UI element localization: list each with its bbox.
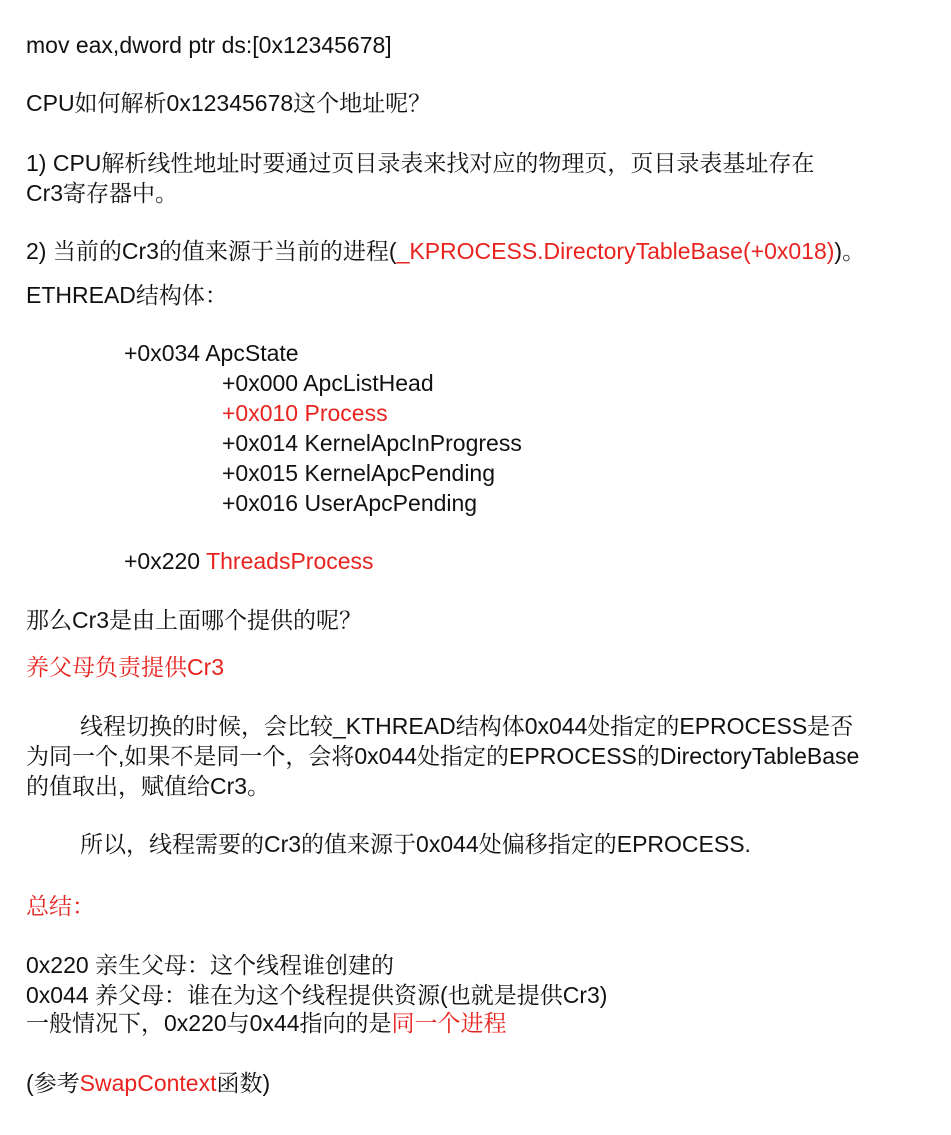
switch-paragraph-line-3: 的值取出，赋值给Cr3。 bbox=[26, 773, 271, 799]
reference-suffix: 函数) bbox=[216, 1070, 271, 1096]
paragraph-2-prefix: 2) 当前的Cr3的值来源于当前的进程( bbox=[26, 238, 397, 264]
threads-process-offset: +0x220 bbox=[124, 548, 207, 574]
summary-line-3 bbox=[26, 1008, 507, 1038]
summary-title: 总结： bbox=[26, 893, 95, 919]
swapcontext-function: SwapContext bbox=[79, 1070, 217, 1096]
asm-instruction: mov eax,dword ptr ds:[0x12345678] bbox=[26, 32, 392, 58]
reference-prefix: (参考 bbox=[26, 1070, 80, 1096]
apcstate-member: +0x014 KernelApcInProgress bbox=[222, 430, 522, 456]
answer-line: 养父母负责提供Cr3 bbox=[26, 654, 225, 680]
switch-paragraph-line-2: 为同一个,如果不是同一个，会将0x044处指定的EPROCESS的DirectoryTableBase bbox=[26, 743, 860, 769]
ethread-title: ETHREAD结构体： bbox=[26, 282, 228, 308]
paragraph-2 bbox=[26, 236, 865, 266]
apcstate-member: +0x010 Process bbox=[222, 400, 388, 426]
summary-line-2: 0x044 养父母：谁在为这个线程提供资源(也就是提供Cr3) bbox=[26, 982, 608, 1008]
threads-process-field bbox=[124, 546, 374, 576]
same-process-highlight: 同一个进程 bbox=[391, 1010, 507, 1036]
kprocess-directory-table-base: _KPROCESS.DirectoryTableBase(+0x018) bbox=[396, 238, 835, 264]
reference-line bbox=[26, 1068, 270, 1098]
paragraph-1-line-1: 1) CPU解析线性地址时要通过页目录表来找对应的物理页，页目录表基址存在 bbox=[26, 150, 815, 176]
paragraph-2-suffix: )。 bbox=[834, 238, 866, 264]
switch-paragraph-line-1: 线程切换的时候，会比较_KTHREAD结构体0x044处指定的EPROCESS是否 bbox=[80, 713, 854, 739]
paragraph-1-line-2: Cr3寄存器中。 bbox=[26, 180, 179, 206]
apcstate-member: +0x000 ApcListHead bbox=[222, 370, 434, 396]
question-line: CPU如何解析0x12345678这个地址呢？ bbox=[26, 90, 432, 116]
threads-process-name: ThreadsProcess bbox=[206, 548, 374, 574]
apcstate-member: +0x016 UserApcPending bbox=[222, 490, 478, 516]
which-question: 那么Cr3是由上面哪个提供的呢？ bbox=[26, 607, 363, 633]
summary-line-3-prefix: 一般情况下，0x220与0x44指向的是 bbox=[26, 1010, 392, 1036]
apcstate-field: +0x034 ApcState bbox=[124, 340, 299, 366]
summary-line-1: 0x220 亲生父母：这个线程谁创建的 bbox=[26, 952, 395, 978]
therefore-line: 所以，线程需要的Cr3的值来源于0x044处偏移指定的EPROCESS. bbox=[80, 831, 751, 857]
apcstate-member: +0x015 KernelApcPending bbox=[222, 460, 496, 486]
